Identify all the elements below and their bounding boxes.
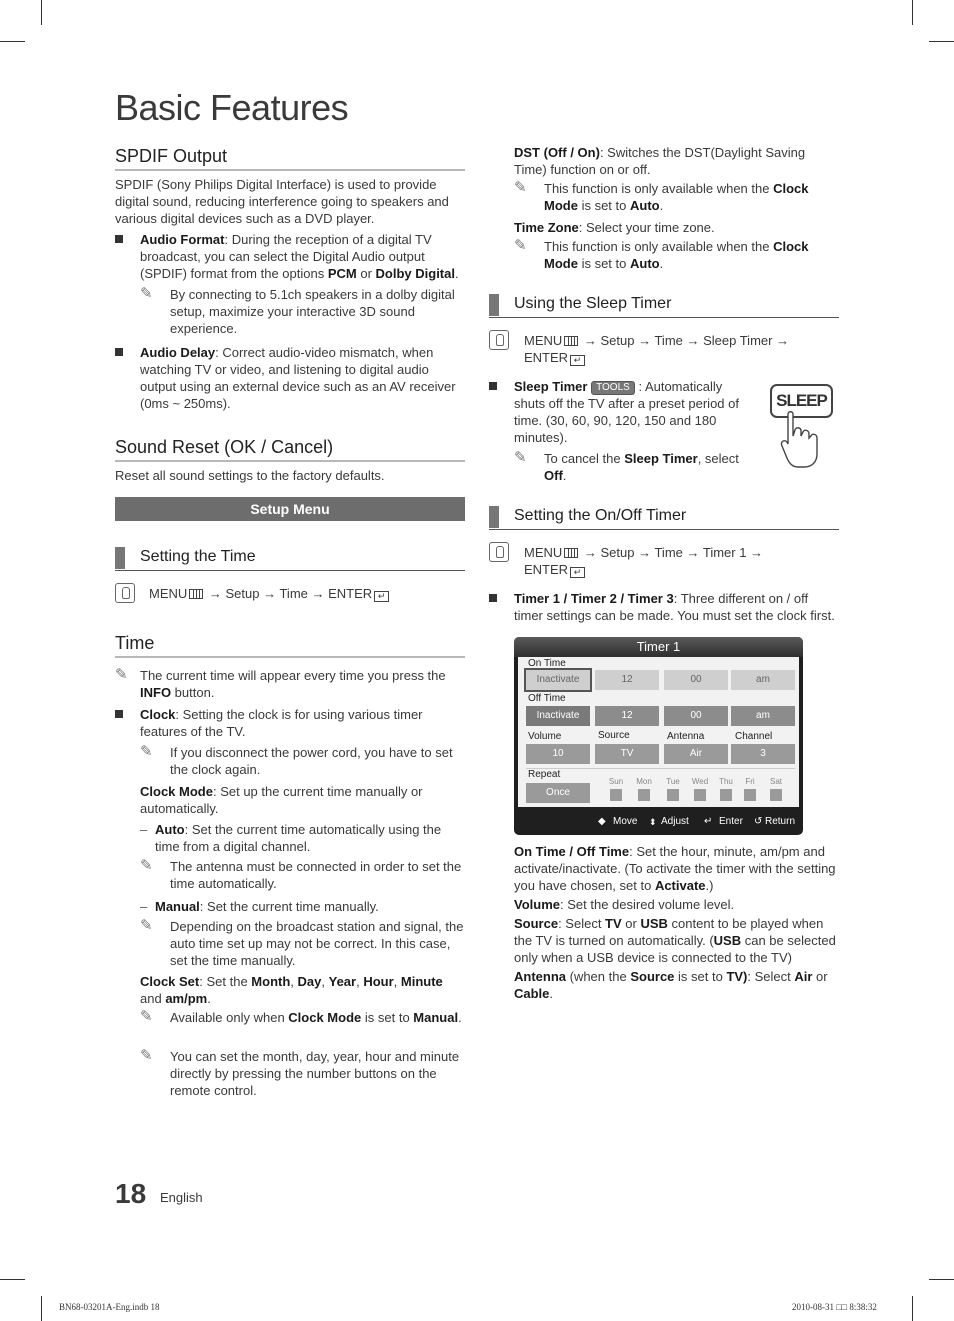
enter-label: ENTER xyxy=(524,562,569,577)
usb-term: USB xyxy=(713,933,742,948)
setup-menu-bar: Setup Menu xyxy=(115,497,465,521)
on-time-ampm[interactable]: am xyxy=(731,670,795,690)
menu-icon xyxy=(564,336,578,346)
usb-term: USB xyxy=(640,916,668,931)
sleep-timer-path xyxy=(524,332,839,366)
antenna-text: is set to xyxy=(674,969,727,984)
volume-text: : Set the desired volume level. xyxy=(560,897,735,912)
move-icon: ◆ xyxy=(598,816,606,827)
off-time-label: Off Time xyxy=(528,693,566,704)
year-term: Year xyxy=(328,974,357,989)
osd-title: Timer 1 xyxy=(514,637,803,657)
auto-term: Auto xyxy=(155,822,185,837)
remote-icon xyxy=(489,542,509,562)
crop-mark xyxy=(929,1279,954,1280)
page-title: Basic Features xyxy=(115,87,349,128)
crop-mark xyxy=(0,41,25,42)
print-file-info: BN68-03201A-Eng.indb 18 xyxy=(59,1302,160,1312)
air-term: Air xyxy=(794,969,813,984)
tv-term: TV) xyxy=(726,969,748,984)
volume-label: Volume xyxy=(528,731,562,742)
antenna-text: : Select xyxy=(747,969,795,984)
note-pencil-icon: ✎ xyxy=(514,449,527,466)
or-text: or xyxy=(621,916,641,931)
auto-term: Auto xyxy=(629,256,660,271)
menu-path: → Setup → Time → Timer 1 → xyxy=(580,545,764,560)
time-zone-text xyxy=(514,219,839,236)
ampm-term: am/pm xyxy=(165,991,208,1006)
day-mon-label: Mon xyxy=(636,777,652,786)
timers-text xyxy=(514,590,839,624)
note-text: Available only when xyxy=(170,1010,289,1025)
antenna-desc: Antenna (when the Source is set to TV): Select Air or Cable. xyxy=(514,969,828,1001)
clock-mode-term: Clock Mode xyxy=(140,784,213,799)
audio-format-term: Audio Format xyxy=(140,232,225,247)
sleep-timer-note: To cancel the Sleep Timer, select Off. xyxy=(544,451,739,483)
day-thu-label: Thu xyxy=(719,777,733,786)
day-sun-checkbox[interactable] xyxy=(610,789,622,801)
clock-note: If you disconnect the power cord, you have to set the clock again. xyxy=(170,745,453,777)
clock-set-desc: : Set the xyxy=(199,974,252,989)
volume-desc xyxy=(514,896,839,913)
enter-icon: ↵ xyxy=(704,816,713,827)
auto-term: Auto xyxy=(629,198,660,213)
auto-note: The antenna must be connected in order to set the time automatically. xyxy=(170,859,462,891)
timer-osd-screen xyxy=(514,637,803,835)
day-sun-label: Sun xyxy=(608,777,624,786)
tools-badge: TOOLS xyxy=(591,381,635,395)
remote-icon xyxy=(489,330,509,350)
dst-desc: : Switches the DST(Daylight Saving Time) function on or off. xyxy=(514,145,806,177)
menu-label: MENU xyxy=(524,545,563,560)
source-desc xyxy=(514,915,839,966)
audio-format-desc: : During the reception of a digital TV broadcast, you can select the Digital Audio output (SPDIF) format from the options xyxy=(140,232,432,281)
note-pencil-icon: ✎ xyxy=(140,1047,153,1064)
crop-mark xyxy=(929,41,954,42)
adjust-icon: ⬍ xyxy=(649,817,657,827)
move-label: Move xyxy=(613,816,638,827)
return-label: Return xyxy=(765,816,796,827)
clock-set-term: Clock Set xyxy=(140,974,200,989)
bullet xyxy=(489,382,497,390)
day-term: Day xyxy=(297,974,322,989)
auto-text xyxy=(155,821,465,855)
manual-text xyxy=(155,898,465,915)
or-text: or xyxy=(356,266,376,281)
crop-mark xyxy=(912,1296,913,1321)
note-text: is set to xyxy=(577,198,630,213)
enter-label: ENTER xyxy=(524,350,569,365)
or-text: or xyxy=(812,969,828,984)
crop-mark xyxy=(41,0,42,25)
day-tue-label: Tue xyxy=(666,777,680,786)
on-off-time-term: On Time / Off Time xyxy=(514,844,630,859)
source-label: Source xyxy=(598,730,630,741)
enter-icon: ↵ xyxy=(374,591,389,602)
source-text: : Select xyxy=(558,916,606,931)
dolby-option: Dolby Digital xyxy=(375,266,455,281)
note-pencil-icon: ✎ xyxy=(514,179,527,196)
menu-icon xyxy=(189,589,203,599)
timers-term: Timer 1 / Timer 2 / Timer 3 xyxy=(514,591,674,606)
on-off-time-text: : Set the hour, minute, am/pm and activate/inactivate. (To activate the timer with the setting you have chosen, set to xyxy=(514,844,836,893)
time-heading: Time xyxy=(115,632,465,658)
note-text: is set to xyxy=(577,256,630,271)
day-sat-label: Sat xyxy=(769,777,782,786)
pointing-hand-icon xyxy=(778,410,832,468)
day-thu-checkbox[interactable] xyxy=(720,789,732,801)
crop-mark xyxy=(0,1279,25,1280)
month-term: Month xyxy=(251,974,291,989)
antenna-term: Antenna xyxy=(514,969,566,984)
bullet xyxy=(489,594,497,602)
enter-icon: ↵ xyxy=(570,567,585,578)
repeat-label: Repeat xyxy=(528,769,561,780)
pcm-option: PCM xyxy=(327,266,357,281)
note-text: This function is only available when the xyxy=(544,239,774,254)
dash-marker: – xyxy=(140,822,148,837)
day-tue-checkbox[interactable] xyxy=(667,789,679,801)
day-wed-label: Wed xyxy=(691,777,709,786)
on-off-timer-path xyxy=(524,544,839,578)
menu-label: MENU xyxy=(524,333,563,348)
note-pencil-icon: ✎ xyxy=(140,857,153,874)
clock-set-note1: Available only when Clock Mode is set to Manual. xyxy=(170,1010,462,1025)
note-text: is set to xyxy=(361,1010,414,1025)
crop-mark xyxy=(41,1296,42,1321)
bullet xyxy=(115,710,123,718)
off-time-minute[interactable]: 00 xyxy=(664,706,728,726)
return-icon: ↺ xyxy=(754,816,763,827)
off-term: Off xyxy=(544,468,563,483)
spdif-heading: SPDIF Output xyxy=(115,145,465,171)
manual-term: Manual xyxy=(155,899,200,914)
day-fri-label: Fri xyxy=(745,777,755,786)
time-zone-desc: : Select your time zone. xyxy=(578,220,715,235)
sleep-timer-text xyxy=(514,378,742,446)
day-mon-checkbox[interactable] xyxy=(638,789,650,801)
sleep-timer-heading: Using the Sleep Timer xyxy=(489,294,839,318)
off-time-ampm[interactable]: am xyxy=(731,706,795,726)
timers-desc: : Three different on / off timer settings can be made. You must set the clock first. xyxy=(514,591,835,623)
source-text: content to be played when the TV is turned on automatically. ( xyxy=(514,916,824,948)
minute-term: Minute xyxy=(400,974,443,989)
menu-path: → Setup → Time → ENTER xyxy=(205,586,373,601)
antenna-text: (when the xyxy=(566,969,631,984)
hour-term: Hour xyxy=(363,974,394,989)
sleep-timer-term: Sleep Timer xyxy=(624,451,698,466)
dst-term: DST (Off / On) xyxy=(514,145,600,160)
on-time-label: On Time xyxy=(528,658,566,669)
sleep-button-illustration: SLEEP xyxy=(770,384,833,418)
time-zone-term: Time Zone xyxy=(514,220,579,235)
menu-label: MENU xyxy=(149,586,188,601)
on-time-minute[interactable]: 00 xyxy=(664,670,728,690)
audio-format-note: By connecting to 5.1ch speakers in a dolby digital setup, maximize your interactive 3D sound experience. xyxy=(170,287,455,336)
audio-format-text: Audio Format: During the reception of a digital TV broadcast, you can select the Digital Audio output (SPDIF) format from the options PCM or Dolby Digital. xyxy=(140,232,459,281)
source-value[interactable]: TV xyxy=(595,744,659,764)
audio-delay-text xyxy=(140,344,465,412)
auto-desc: : Set the current time automatically using the time from a digital channel. xyxy=(155,822,442,854)
note-text: button. xyxy=(171,685,215,700)
osd-divider xyxy=(526,768,795,769)
manual-desc: : Set the current time manually. xyxy=(199,899,379,914)
clock-mode-term: Clock Mode xyxy=(288,1010,362,1025)
note-pencil-icon: ✎ xyxy=(140,285,153,302)
sound-reset-heading: Sound Reset (OK / Cancel) xyxy=(115,436,465,462)
clock-set-note2: You can set the month, day, year, hour and minute directly by pressing the number buttons on the remote control. xyxy=(170,1049,460,1098)
antenna-value[interactable]: Air xyxy=(664,744,728,764)
time-zone-note: This function is only available when the Clock Mode is set to Auto. xyxy=(544,239,809,271)
note-text: The current time will appear every time you press the xyxy=(140,668,446,683)
note-text: , select xyxy=(697,451,739,466)
manual-note: Depending on the broadcast station and signal, the auto time set up may not be correct. In this case, set the time manually. xyxy=(170,919,464,968)
day-wed-checkbox[interactable] xyxy=(694,789,706,801)
clock-mode-desc: : Set up the current time manually or automatically. xyxy=(140,784,423,816)
antenna-label: Antenna xyxy=(667,731,705,742)
and-text: and xyxy=(140,991,166,1006)
clock-mode-term: Clock Mode xyxy=(544,239,809,271)
clock-set-text: Clock Set: Set the Month, Day, Year, Hour, Minute and am/pm. xyxy=(140,974,443,1006)
menu-path: → Setup → Time → Sleep Timer → xyxy=(580,333,790,348)
setting-time-path xyxy=(149,585,469,602)
source-term: Source xyxy=(514,916,559,931)
off-time-activate[interactable]: Inactivate xyxy=(526,706,590,726)
channel-value[interactable]: 3 xyxy=(731,744,795,764)
info-button-label: INFO xyxy=(140,685,172,700)
note-pencil-icon: ✎ xyxy=(115,666,128,683)
dash-marker: – xyxy=(140,899,148,914)
clock-mode-text xyxy=(140,783,465,817)
clock-text xyxy=(140,706,465,740)
on-time-activate[interactable]: Inactivate xyxy=(526,670,590,690)
osd-footer xyxy=(514,809,803,835)
note-text: This function is only available when the xyxy=(544,181,774,196)
page-language: English xyxy=(160,1190,203,1205)
source-term: Source xyxy=(630,969,675,984)
enter-icon: ↵ xyxy=(570,355,585,366)
adjust-label: Adjust xyxy=(661,816,689,827)
volume-value[interactable]: 10 xyxy=(526,744,590,764)
on-time-hour[interactable]: 12 xyxy=(595,670,659,690)
clock-term: Clock xyxy=(140,707,176,722)
day-sat-checkbox[interactable] xyxy=(770,789,782,801)
crop-mark xyxy=(912,0,913,25)
sleep-timer-desc: : Automatically shuts off the TV after a preset period of time. (30, 60, 90, 120, 150 and 180 minutes). xyxy=(514,379,739,445)
note-pencil-icon: ✎ xyxy=(140,1008,153,1025)
sound-reset-text: Reset all sound settings to the factory defaults. xyxy=(115,468,385,483)
manual-term: Manual xyxy=(413,1010,459,1025)
audio-delay-term: Audio Delay xyxy=(140,345,216,360)
sleep-timer-term: Sleep Timer xyxy=(514,379,588,394)
volume-term: Volume xyxy=(514,897,560,912)
bullet xyxy=(115,348,123,356)
off-time-hour[interactable]: 12 xyxy=(595,706,659,726)
note-text: To cancel the xyxy=(544,451,625,466)
remote-icon xyxy=(115,583,135,603)
print-timestamp: 2010-08-31 □□ 8:38:32 xyxy=(792,1302,877,1312)
menu-icon xyxy=(564,548,578,558)
activate-term: Activate xyxy=(654,878,706,893)
time-note-info xyxy=(140,667,465,701)
bullet xyxy=(115,235,123,243)
on-off-time-desc: On Time / Off Time: Set the hour, minute, am/pm and activate/inactivate. (To activate the timer with the setting you have chosen, set to Activate.) xyxy=(514,844,836,893)
repeat-value[interactable]: Once xyxy=(526,783,590,803)
cable-term: Cable xyxy=(514,986,550,1001)
setting-time-heading: Setting the Time xyxy=(115,547,465,571)
tv-term: TV xyxy=(605,916,622,931)
enter-label: Enter xyxy=(719,816,743,827)
audio-delay-desc: : Correct audio-video mismatch, when watching TV or video, and listening to digital audio output using an external device such as an AV receiver (0ms ~ 250ms). xyxy=(140,345,456,411)
note-pencil-icon: ✎ xyxy=(140,917,153,934)
note-pencil-icon: ✎ xyxy=(514,237,527,254)
clock-mode-term: Clock Mode xyxy=(544,181,809,213)
clock-desc: : Setting the clock is for using various timer features of the TV. xyxy=(140,707,423,739)
on-off-timer-heading: Setting the On/Off Timer xyxy=(489,506,839,530)
dst-text xyxy=(514,144,839,178)
spdif-intro: SPDIF (Sony Philips Digital Interface) is used to provide digital sound, reducing interference going to speakers and various digital devices such as a DVD player. xyxy=(115,177,449,226)
page-number: 18 xyxy=(115,1178,147,1209)
note-pencil-icon: ✎ xyxy=(140,743,153,760)
osd-body xyxy=(518,657,799,807)
source-text: can be selected only when a USB device is connected to the TV) xyxy=(514,933,836,965)
dst-note: This function is only available when the Clock Mode is set to Auto. xyxy=(544,181,809,213)
channel-label: Channel xyxy=(735,731,773,742)
day-fri-checkbox[interactable] xyxy=(744,789,756,801)
